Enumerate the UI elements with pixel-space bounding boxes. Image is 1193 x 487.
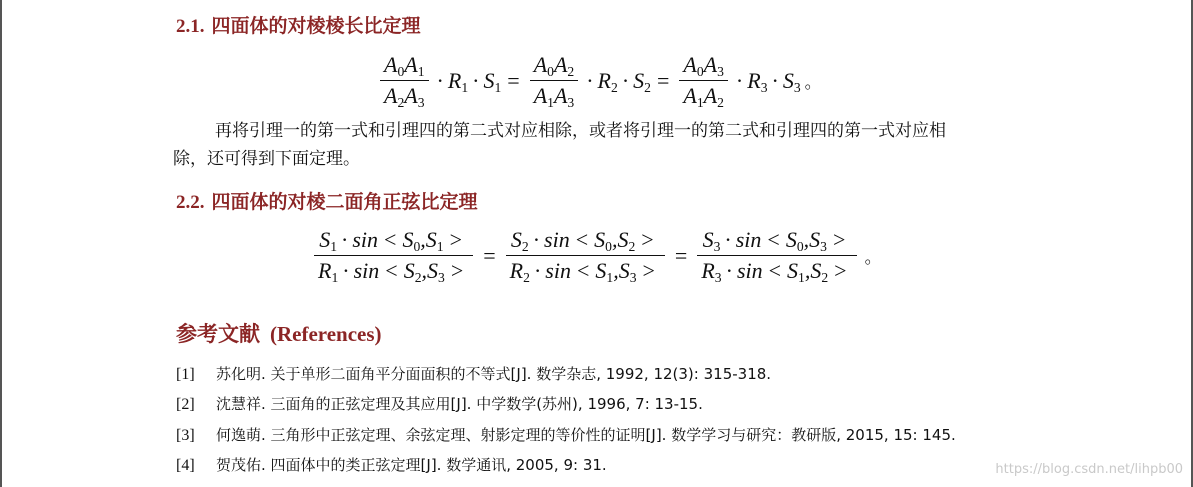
symbol: $R_2$ bbox=[509, 258, 530, 286]
subscript: 2 bbox=[567, 64, 575, 80]
sin-function: sin bbox=[545, 258, 571, 283]
symbol: $A_3$ bbox=[553, 83, 575, 111]
denominator bbox=[314, 256, 473, 286]
fraction bbox=[530, 50, 579, 111]
sin-function: sin bbox=[735, 227, 762, 252]
subscript: 0 bbox=[547, 64, 554, 80]
less-than: < bbox=[767, 227, 780, 252]
fraction bbox=[506, 225, 665, 286]
subscript: 2 bbox=[523, 270, 530, 286]
subscript: 1 bbox=[331, 270, 339, 286]
equals-sign: = bbox=[674, 242, 688, 268]
section-title: 四面体的对棱二面角正弦比定理 bbox=[211, 191, 478, 213]
dot-operator: · bbox=[436, 67, 444, 93]
symbol: $S_2$ bbox=[510, 227, 529, 255]
equation-dihedral-sine-ratio bbox=[310, 225, 882, 286]
dot-operator: · bbox=[621, 67, 630, 93]
subscript: 1 bbox=[606, 270, 614, 286]
subscript: 1 bbox=[330, 239, 338, 255]
greater-than: > bbox=[832, 227, 846, 252]
fraction bbox=[314, 225, 473, 286]
symbol: $S_1$ bbox=[787, 258, 805, 286]
subscript: 2 bbox=[414, 270, 422, 286]
subscript: 3 bbox=[820, 239, 827, 255]
section-heading-2-1 bbox=[176, 11, 421, 38]
denominator bbox=[530, 81, 579, 111]
subscript: 2 bbox=[521, 239, 529, 255]
subscript: 0 bbox=[605, 239, 612, 255]
dot-operator: · bbox=[586, 67, 594, 93]
fraction bbox=[697, 225, 856, 286]
dot-operator: · bbox=[342, 258, 350, 283]
symbol: $R_1$ bbox=[318, 258, 339, 286]
references-title-cn: 参考文献 bbox=[176, 322, 260, 346]
reference-item bbox=[176, 393, 703, 414]
symbol: $S_3$ bbox=[782, 67, 801, 95]
symbol: $S_2$ bbox=[633, 67, 651, 95]
dot-operator: · bbox=[771, 67, 779, 93]
reference-number: [2] bbox=[176, 396, 195, 413]
subscript: 1 bbox=[417, 64, 425, 80]
symbol: $S_1$ bbox=[319, 227, 338, 255]
body-paragraph bbox=[173, 117, 1083, 173]
denominator bbox=[679, 81, 728, 111]
section-heading-2-2 bbox=[176, 187, 478, 214]
symbol: $S_1$ bbox=[595, 258, 614, 286]
equals-sign: = bbox=[656, 67, 670, 93]
subscript: 1 bbox=[436, 239, 444, 255]
subscript: 3 bbox=[714, 270, 722, 286]
reference-number: [4] bbox=[176, 457, 195, 474]
symbol: $A_0$ bbox=[683, 52, 704, 80]
numerator bbox=[699, 225, 856, 255]
comma: , bbox=[804, 258, 811, 283]
reference-item bbox=[176, 424, 956, 445]
symbol: $A_0$ bbox=[384, 52, 405, 80]
symbol: $A_2$ bbox=[703, 83, 724, 111]
symbol: $S_3$ bbox=[702, 227, 721, 255]
numerator bbox=[679, 50, 728, 80]
subscript: 2 bbox=[644, 79, 651, 95]
symbol: $S_3$ bbox=[809, 227, 827, 255]
symbol: $S_3$ bbox=[427, 258, 445, 286]
end-punctuation: 。 bbox=[864, 248, 882, 268]
subscript: 1 bbox=[696, 95, 704, 111]
numerator bbox=[380, 50, 429, 80]
less-than: < bbox=[768, 258, 782, 283]
greater-than: > bbox=[834, 258, 847, 283]
greater-than: > bbox=[450, 258, 464, 283]
subscript: 2 bbox=[821, 270, 829, 286]
reference-text: 贺茂佑. 四面体中的类正弦定理[J]. 数学通讯, 2005, 9: 31. bbox=[216, 456, 607, 474]
comma: , bbox=[611, 227, 618, 252]
dot-operator: · bbox=[735, 67, 744, 93]
symbol: $A_1$ bbox=[533, 83, 554, 111]
reference-number: [3] bbox=[176, 427, 195, 444]
greater-than: > bbox=[449, 227, 463, 252]
dot-operator: · bbox=[532, 227, 541, 252]
subscript: 3 bbox=[713, 239, 721, 255]
reference-text: 苏化明. 关于单形二面角平分面面积的不等式[J]. 数学杂志, 1992, 12(3): 315-318. bbox=[216, 365, 772, 383]
section-number: 2.1. bbox=[176, 16, 205, 37]
reference-item bbox=[176, 363, 771, 384]
sin-function: sin bbox=[736, 258, 763, 283]
subscript: 0 bbox=[397, 64, 405, 80]
sin-function: sin bbox=[544, 227, 570, 252]
dot-operator: · bbox=[724, 227, 732, 252]
denominator bbox=[380, 81, 429, 111]
subscript: 1 bbox=[547, 95, 554, 111]
subscript: 3 bbox=[567, 95, 575, 111]
comma: , bbox=[420, 227, 426, 252]
numerator bbox=[507, 225, 664, 255]
greater-than: > bbox=[641, 227, 654, 252]
less-than: < bbox=[384, 227, 397, 252]
subscript: 3 bbox=[438, 270, 445, 286]
symbol: $S_2$ bbox=[617, 227, 636, 255]
symbol: $A_3$ bbox=[703, 52, 724, 80]
numerator bbox=[530, 50, 579, 80]
denominator bbox=[697, 256, 856, 286]
symbol: $A_2$ bbox=[553, 52, 575, 80]
subscript: 3 bbox=[629, 270, 637, 286]
equals-sign: = bbox=[483, 242, 496, 268]
subscript: 1 bbox=[461, 79, 469, 95]
symbol: $A_1$ bbox=[683, 83, 704, 111]
symbol: $S_3$ bbox=[618, 258, 637, 286]
symbol: $S_1$ bbox=[483, 67, 502, 95]
paragraph-line-1: 再将引理一的第一式和引理四的第二式对应相除，或者将引理一的第二式和引理四的第一式对应相 bbox=[215, 121, 946, 141]
subscript: 2 bbox=[717, 95, 724, 111]
less-than: < bbox=[576, 258, 590, 283]
references-heading bbox=[176, 318, 382, 348]
numerator bbox=[315, 225, 472, 255]
symbol: $S_0$ bbox=[402, 227, 421, 255]
symbol: $S_2$ bbox=[810, 258, 829, 286]
page-left-edge bbox=[0, 0, 2, 487]
watermark: https://blog.csdn.net/lihpb00 bbox=[995, 462, 1183, 477]
paragraph-line-2: 除，还可得到下面定理。 bbox=[173, 149, 360, 169]
subscript: 3 bbox=[793, 79, 801, 95]
subscript: 1 bbox=[494, 79, 502, 95]
subscript: 0 bbox=[696, 64, 704, 80]
dot-operator: · bbox=[533, 258, 542, 283]
symbol: $R_1$ bbox=[447, 67, 469, 95]
subscript: 0 bbox=[796, 239, 804, 255]
symbol: $S_0$ bbox=[594, 227, 612, 255]
symbol: $A_0$ bbox=[533, 52, 554, 80]
fraction bbox=[679, 50, 728, 111]
references-title-en: (References) bbox=[270, 322, 382, 346]
symbol: $A_2$ bbox=[384, 83, 405, 111]
symbol: $A_1$ bbox=[404, 52, 425, 80]
equation-edge-length-ratio bbox=[376, 50, 822, 111]
symbol: $A_3$ bbox=[404, 83, 425, 111]
comma: , bbox=[803, 227, 810, 252]
symbol: $R_3$ bbox=[701, 258, 722, 286]
subscript: 0 bbox=[413, 239, 421, 255]
subscript: 3 bbox=[760, 79, 768, 95]
subscript: 3 bbox=[417, 95, 425, 111]
comma: , bbox=[421, 258, 428, 283]
symbol: $S_1$ bbox=[425, 227, 444, 255]
symbol: $S_0$ bbox=[785, 227, 804, 255]
symbol: $R_2$ bbox=[597, 67, 618, 95]
subscript: 1 bbox=[798, 270, 805, 286]
reference-item bbox=[176, 454, 607, 475]
comma: , bbox=[613, 258, 619, 283]
less-than: < bbox=[385, 258, 398, 283]
greater-than: > bbox=[642, 258, 655, 283]
reference-number: [1] bbox=[176, 366, 195, 383]
dot-operator: · bbox=[341, 227, 349, 252]
sin-function: sin bbox=[353, 258, 380, 283]
dot-operator: · bbox=[725, 258, 733, 283]
reference-text: 何逸萌. 三角形中正弦定理、余弦定理、射影定理的等价性的证明[J]. 数学学习与研究：教研版, 2015, 15: 145. bbox=[216, 426, 956, 444]
subscript: 2 bbox=[611, 79, 618, 95]
dot-operator: · bbox=[472, 67, 480, 93]
denominator bbox=[506, 256, 665, 286]
section-number: 2.2. bbox=[176, 192, 205, 213]
symbol: $R_3$ bbox=[747, 67, 768, 95]
fraction bbox=[380, 50, 429, 111]
subscript: 2 bbox=[397, 95, 405, 111]
reference-text: 沈慧祥. 三面角的正弦定理及其应用[J]. 中学数学(苏州), 1996, 7: 13-15. bbox=[216, 395, 703, 413]
end-punctuation: 。 bbox=[804, 73, 822, 93]
symbol: $S_2$ bbox=[403, 258, 422, 286]
subscript: 2 bbox=[628, 239, 636, 255]
sin-function: sin bbox=[352, 227, 379, 252]
section-title: 四面体的对棱棱长比定理 bbox=[211, 15, 421, 37]
equals-sign: = bbox=[507, 67, 520, 93]
less-than: < bbox=[575, 227, 589, 252]
subscript: 3 bbox=[717, 64, 724, 80]
